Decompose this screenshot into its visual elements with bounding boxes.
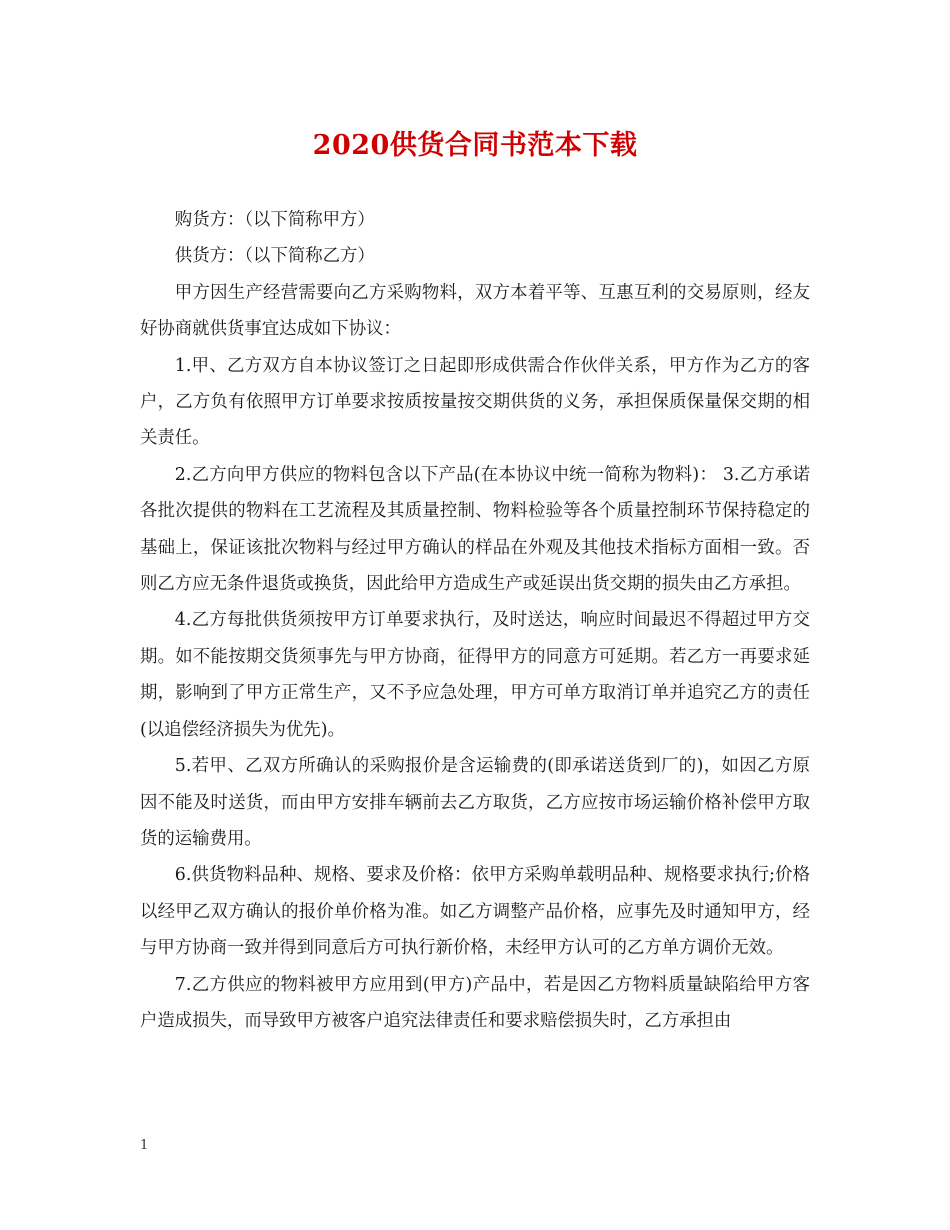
party-buyer-line: 购货方：（以下简称甲方） (174, 210, 375, 230)
clause-1: 1.甲、乙方双方自本协议签订之日起即形成供需合作伙伴关系，甲方作为乙方的客户，乙方负有依照甲方订单要求按质按量按交期供货的义务，承担保质保量保交期的相关责任。 (140, 355, 810, 449)
clause-5: 5.若甲、乙双方所确认的采购报价是含运输费的(即承诺送货到厂的)，如因乙方原因不能及时送货，而由甲方安排车辆前去乙方取货，乙方应按市场运输价格补偿甲方取货的运输费用。 (140, 756, 810, 849)
clause-2-3: 2.乙方向甲方供应的物料包含以下产品(在本协议中统一简称为物料)： 3.乙方承诺各批次提供的物料在工艺流程及其质量控制、物料检验等各个质量控制环节保持稳定的基础上，保证该批次物料与经过甲方确认的样品在外观及其他技术指标方面相一致。否则乙方应无条件退货或换货，因此给甲方造成生产或延误出货交期的损失由乙方承担。 (140, 464, 810, 595)
clause-7: 7.乙方供应的物料被甲方应用到(甲方)产品中，若是因乙方物料质量缺陷给甲方客户造成损失，而导致甲方被客户追究法律责任和要求赔偿损失时，乙方承担由 (140, 974, 810, 1031)
document-title: 2020供货合同书范本下载 (312, 130, 638, 161)
page-number: 1 (140, 1138, 149, 1153)
preamble-paragraph: 甲方因生产经营需要向乙方采购物料，双方本着平等、互惠互利的交易原则，经友好协商就供货事宜达成如下协议： (140, 282, 810, 340)
clause-6: 6.供货物料品种、规格、要求及价格：依甲方采购单载明品种、规格要求执行;价格以经甲乙双方确认的报价单价格为准。如乙方调整产品价格，应事先及时通知甲方，经与甲方协商一致并得到同意后方可执行新价格，未经甲方认可的乙方单方调价无效。 (140, 865, 810, 959)
clause-4: 4.乙方每批供货须按甲方订单要求执行，及时送达，响应时间最迟不得超过甲方交期。如不能按期交货须事先与甲方协商，征得甲方的同意方可延期。若乙方一再要求延期，影响到了甲方正常生产，又不予应急处理，甲方可单方取消订单并追究乙方的责任(以追偿经济损失为优先)。 (140, 610, 810, 740)
document-body (140, 202, 810, 1039)
party-supplier-line: 供货方：（以下简称乙方） (174, 246, 375, 267)
